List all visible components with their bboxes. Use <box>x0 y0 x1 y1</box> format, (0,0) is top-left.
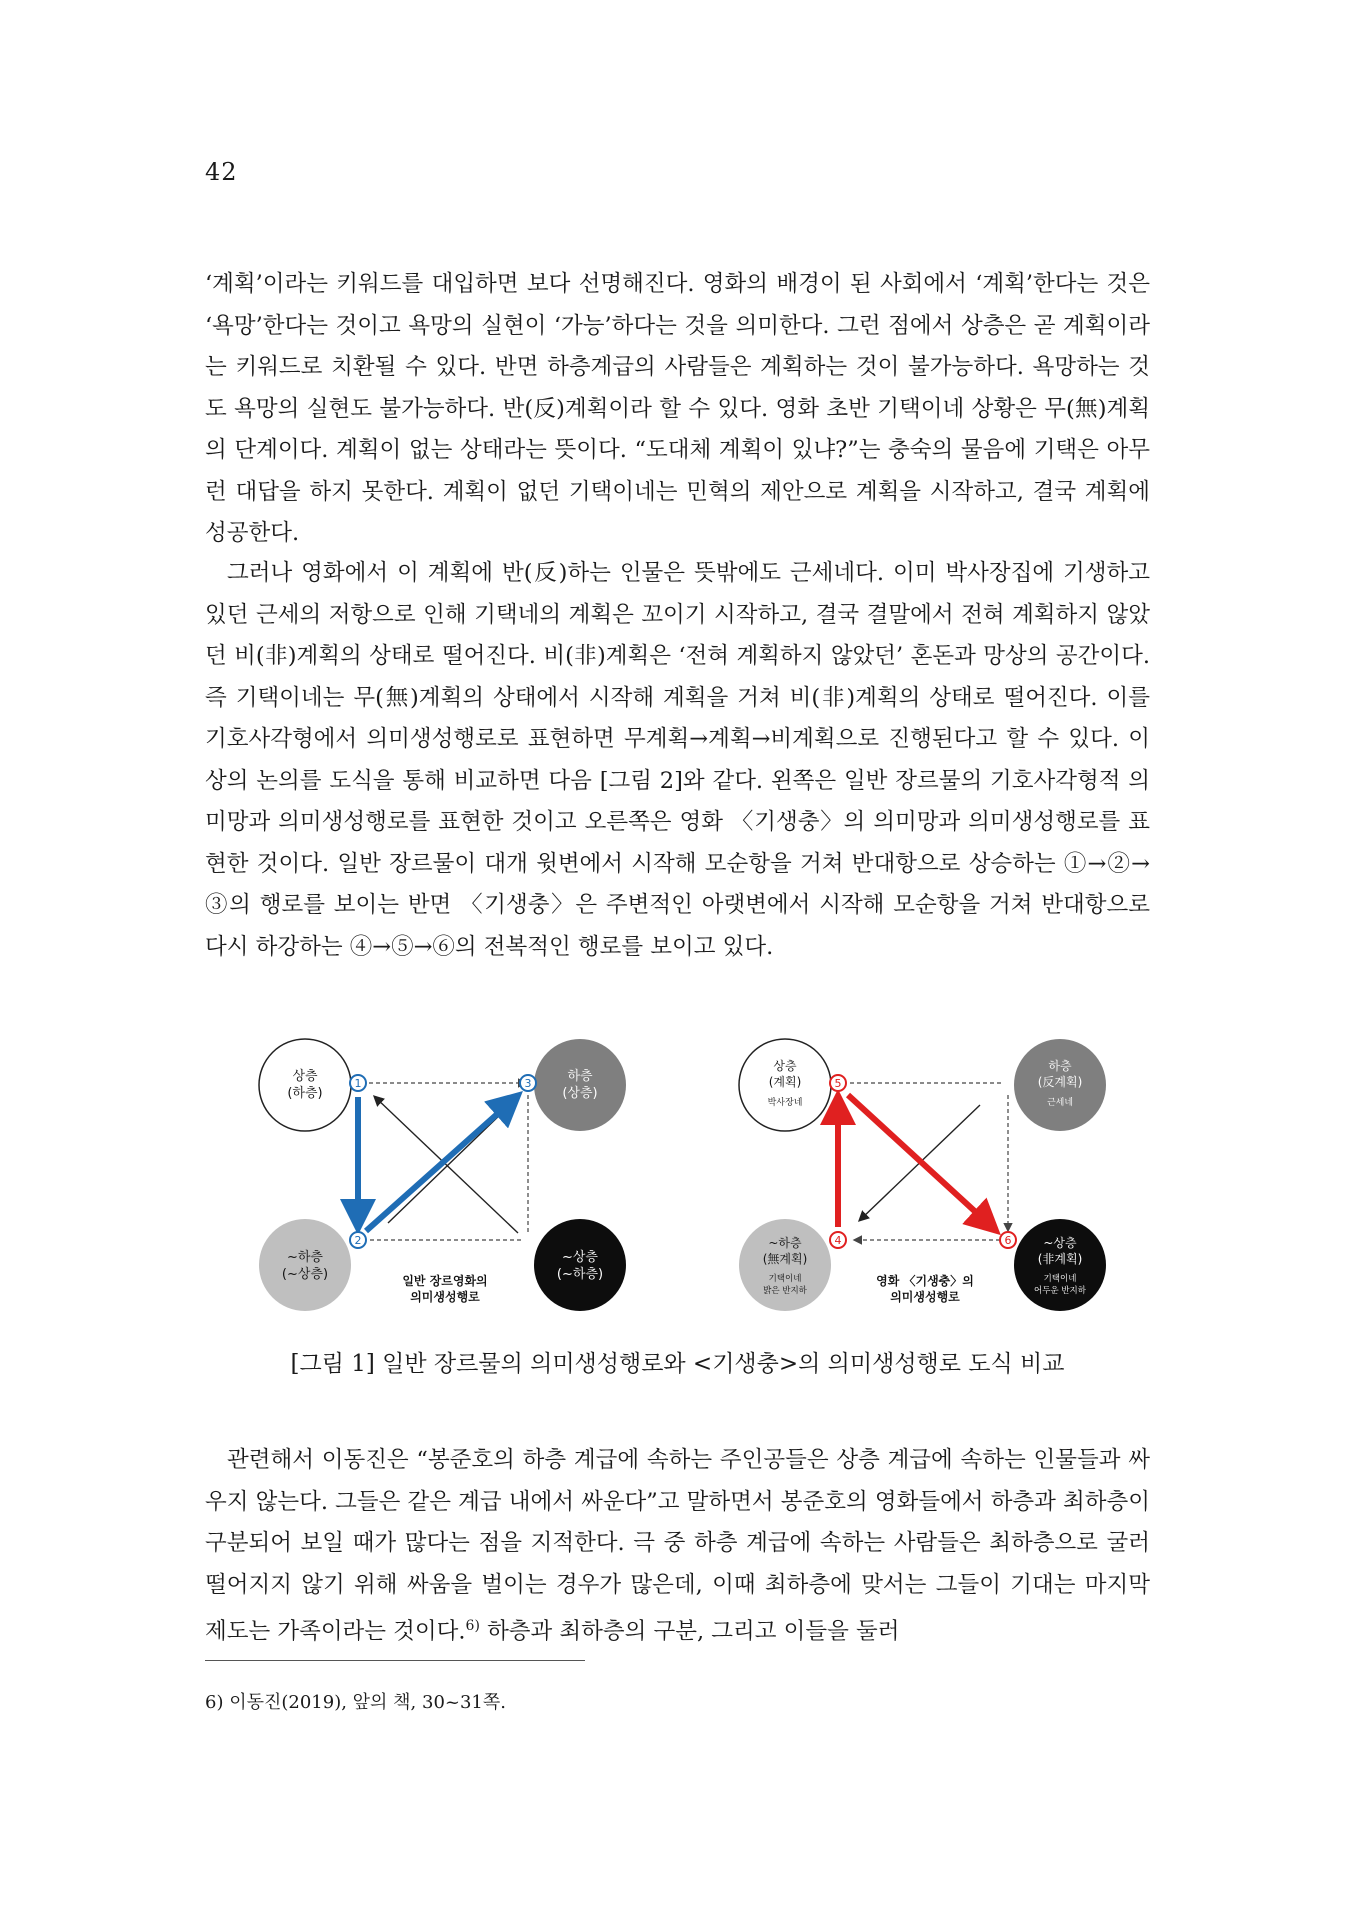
paragraph-3 <box>205 1440 1150 1653</box>
right-diagram <box>739 1039 1106 1311</box>
paragraph-1: ‘계획’이라는 키워드를 대입하면 보다 선명해진다. 영화의 배경이 된 사회에서 ‘계획’한다는 것은 ‘욕망’한다는 것이고 욕망의 실현이 ‘가능’하다는 것을 의미한다. 그런 점에서 상층은 곧 계획이라는 키워드로 치환될 수 있다. 반면 하층계급의 사람들은 계획하는 것이 불가능하다. 욕망하는 것도 욕망의 실현도 불가능하다. 반(反)계획이라 할 수 있다. 영화 초반 기택이네 상황은 무(無)계획의 단계이다. 계획이 없는 상태라는 뜻이다. “도대체 계획이 있냐?”는 충숙의 물음에 기택은 아무런 대답을 하지 못한다. 계획이 없던 기택이네는 민혁의 제안으로 계획을 시작하고, 결국 계획에 성공한다. <box>205 271 1150 546</box>
right-diagram-label-2: 의미생성행로 <box>890 1290 960 1304</box>
marker-4-label: 4 <box>834 1234 842 1247</box>
right-bl-line2: (無계획) <box>762 1252 808 1266</box>
left-bl-line2: (~상층) <box>281 1267 329 1282</box>
right-bl-sub2: 밝은 반지하 <box>763 1286 807 1296</box>
footnote-divider <box>205 1660 585 1661</box>
left-br-line2: (~하층) <box>556 1267 604 1282</box>
left-diagram-label-1: 일반 장르영화의 <box>402 1274 488 1288</box>
left-tr-line1: 하층 <box>567 1069 593 1084</box>
figure-caption: [그림 1] 일반 장르물의 의미생성행로와 <기생충>의 의미생성행로 도식 비교 <box>290 1351 1065 1377</box>
left-tr-line2: (상층) <box>562 1086 598 1101</box>
left-tl-line2: (하층) <box>287 1086 323 1101</box>
right-br-sub2: 어두운 반지하 <box>1034 1286 1086 1296</box>
marker-6-label: 6 <box>1004 1234 1012 1247</box>
right-diagram-label-1: 영화 〈기생충〉의 <box>876 1274 974 1288</box>
right-tl-sub: 박사장네 <box>767 1098 803 1108</box>
left-top-left-circle <box>259 1039 351 1131</box>
marker-5-label: 5 <box>834 1077 842 1090</box>
right-tl-line1: 상층 <box>773 1059 797 1073</box>
right-tr-line1: 하층 <box>1048 1059 1072 1073</box>
right-bl-line1: ~하층 <box>768 1236 802 1250</box>
figure-1 <box>250 1035 1110 1335</box>
footnote: 6) 이동진(2019), 앞의 책, 30~31쪽. <box>205 1692 506 1713</box>
left-diagram-label-2: 의미생성행로 <box>410 1290 480 1304</box>
right-bl-sub1: 기택이네 <box>768 1274 802 1284</box>
figure-diagram <box>250 1035 1110 1335</box>
right-tr-line2: (反계획) <box>1037 1075 1083 1089</box>
right-br-line1: ~상층 <box>1043 1236 1077 1250</box>
left-br-line1: ~상층 <box>561 1250 599 1265</box>
left-bottom-left-circle <box>259 1219 351 1311</box>
left-bottom-right-circle <box>534 1219 626 1311</box>
right-br-line2: (非계획) <box>1037 1252 1083 1266</box>
left-diagram <box>259 1039 626 1311</box>
right-tl-line2: (계획) <box>768 1075 802 1089</box>
marker-1-label: 1 <box>354 1077 362 1090</box>
marker-3-label: 3 <box>524 1077 532 1090</box>
left-bl-line1: ~하층 <box>286 1250 324 1265</box>
paragraph-3-tail: 하층과 최하층의 구분, 그리고 이들을 둘러 <box>479 1618 900 1645</box>
left-tl-line1: 상층 <box>292 1069 318 1084</box>
paragraph-2: 그러나 영화에서 이 계획에 반(反)하는 인물은 뜻밖에도 근세네다. 이미 박사장집에 기생하고 있던 근세의 저항으로 인해 기택네의 계획은 꼬이기 시작하고, 결국 결말에서 전혀 계획하지 않았던 비(非)계획의 상태로 떨어진다. 비(非)계획은 ‘전혀 계획하지 않았던’ 혼돈과 망상의 공간이다. 즉 기택이네는 무(無)계획의 상태에서 시작해 계획을 거쳐 비(非)계획의 상태로 떨어진다. 이를 기호사각형에서 의미생성행로로 표현하면 무계획→계획→비계획으로 진행된다고 할 수 있다. 이상의 논의를 도식을 통해 비교하면 다음 [그림 2]와 같다. 왼쪽은 일반 장르물의 기호사각형적 의미망과 의미생성행로를 표현한 것이고 오른쪽은 영화 〈기생충〉의 의미망과 의미생성행로를 표현한 것이다. 일반 장르물이 대개 윗변에서 시작해 모순항을 거쳐 반대항으로 상승하는 ①→②→③의 행로를 보이는 반면 〈기생충〉은 주변적인 아랫변에서 시작해 모순항을 거쳐 반대항으로 다시 하강하는 ④→⑤→⑥의 전복적인 행로를 보이고 있다. <box>205 560 1150 960</box>
right-tr-sub: 근세네 <box>1046 1098 1074 1108</box>
page-number: 42 <box>205 158 238 186</box>
left-top-right-circle <box>534 1039 626 1131</box>
footnote-reference[interactable]: 6) <box>465 1618 480 1634</box>
marker-2-label: 2 <box>354 1234 362 1247</box>
right-br-sub1: 기택이네 <box>1043 1274 1077 1284</box>
paragraph-3-text: 관련해서 이동진은 “봉준호의 하층 계급에 속하는 주인공들은 상층 계급에 속하는 인물들과 싸우지 않는다. 그들은 같은 계급 내에서 싸운다”고 말하면서 봉준호의 영화들에서 하층과 최하층이 구분되어 보일 때가 많다는 점을 지적한다. 극 중 하층 계급에 속하는 사람들은 최하층으로 굴러떨어지지 않기 위해 싸움을 벌이는 경우가 많은데, 이때 최하층에 맞서는 그들이 기대는 마지막 제도는 가족이라는 것이다. <box>205 1447 1150 1645</box>
